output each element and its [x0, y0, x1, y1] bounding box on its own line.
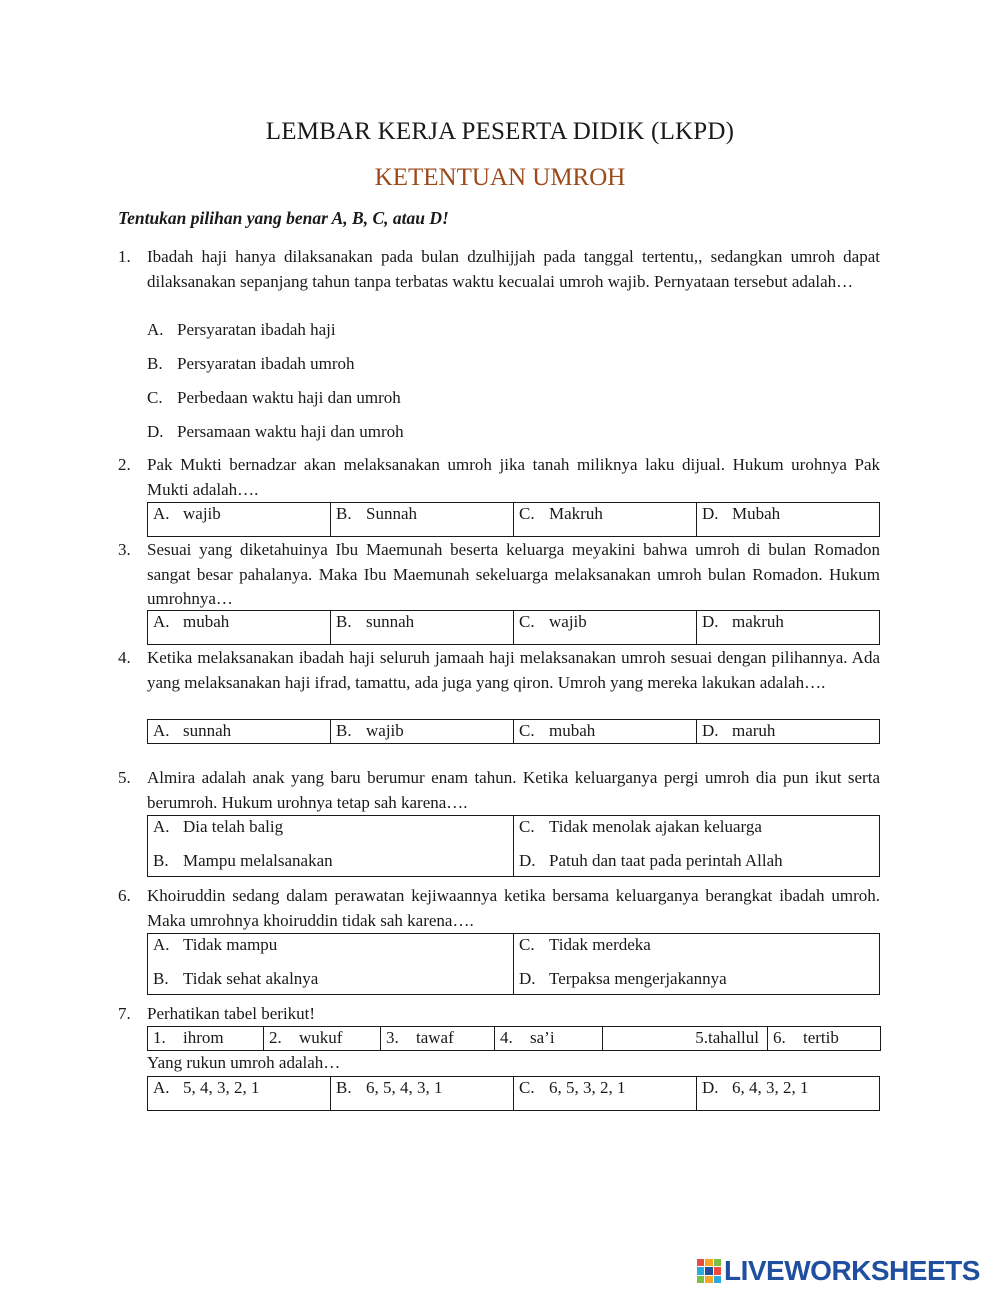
question-3-text: Sesuai yang diketahuinya Ibu Maemunah beserta keluarga meyakini bahwa umroh di bulan Romadon sangat besar pahalanya. Maka Ibu Maemunah sekeluarga melaksanakan umroh bulan Romadon. Hukum umrohnya… [147, 540, 880, 608]
question-4-option-d[interactable]: D. maruh [697, 720, 880, 744]
question-7-reference-table [147, 1026, 881, 1051]
question-6-text: Khoiruddin sedang dalam perawatan kejiwaannya ketika bersama keluarganya berangkat ibadah umroh. Maka umrohnya khoiruddin tidak sah karena…. [147, 886, 880, 930]
page-title: LEMBAR KERJA PESERTA DIDIK (LKPD) [265, 118, 735, 145]
page-subtitle: KETENTUAN UMROH [374, 164, 626, 191]
question-2-text: Pak Mukti bernadzar akan melaksanakan umroh jika tanah miliknya laku dijual. Hukum urohnya Pak Mukti adalah…. [147, 455, 880, 499]
rukun-item-6: 6. tertib [768, 1027, 881, 1051]
question-3-option-a[interactable]: A. mubah [148, 611, 331, 645]
question-2-option-d[interactable]: D. Mubah [697, 503, 880, 537]
question-5-text: Almira adalah anak yang baru berumur enam tahun. Ketika keluarganya pergi umroh dia pun ikut serta berumroh. Hukum urohnya tetap sah karena…. [147, 768, 880, 812]
question-7-answer-table [147, 1076, 880, 1111]
question-5-option-d[interactable]: D. Patuh dan taat pada perintah Allah [514, 844, 880, 877]
question-7-follow-up: Yang rukun umroh adalah… [147, 1053, 341, 1072]
question-7-option-c[interactable]: C. 6, 5, 3, 2, 1 [514, 1077, 697, 1111]
rukun-item-1: 1. ihrom [148, 1027, 264, 1051]
rukun-item-3: 3. tawaf [381, 1027, 495, 1051]
question-4-option-b[interactable]: B. wajib [331, 720, 514, 744]
question-7-option-d[interactable]: D. 6, 4, 3, 2, 1 [697, 1077, 880, 1111]
rukun-item-2: 2. wukuf [264, 1027, 381, 1051]
question-6-answer-table [147, 933, 880, 995]
liveworksheets-logo-text: LIVEWORKSHEETS [724, 1255, 980, 1286]
question-2-answer-table [147, 502, 880, 537]
question-3-number: 3. [118, 540, 131, 559]
question-3-option-d[interactable]: D. makruh [697, 611, 880, 645]
question-1-number: 1. [118, 247, 131, 266]
question-4-text: Ketika melaksanakan ibadah haji seluruh jamaah haji melaksanakan umroh sesuai dengan pilihannya. Ada yang melaksanakan haji ifrad, tamattu, ada juga yang qiron. Umroh yang mereka lakukan adalah…. [147, 648, 880, 692]
question-6-option-a[interactable]: A. Tidak mampu [148, 934, 514, 963]
question-3-option-b[interactable]: B. sunnah [331, 611, 514, 645]
question-6-option-b[interactable]: B. Tidak sehat akalnya [148, 962, 514, 995]
question-3-answer-table [147, 610, 880, 645]
question-5-option-b[interactable]: B. Mampu melalsanakan [148, 844, 514, 877]
question-6-number: 6. [118, 886, 131, 905]
question-5-option-a[interactable]: A. Dia telah balig [148, 816, 514, 845]
question-4-option-a[interactable]: A. sunnah [148, 720, 331, 744]
question-7-option-a[interactable]: A. 5, 4, 3, 2, 1 [148, 1077, 331, 1111]
question-1-option-b[interactable]: B. Persyaratan ibadah umroh [147, 354, 355, 373]
question-4-number: 4. [118, 648, 131, 667]
question-5-option-c[interactable]: C. Tidak menolak ajakan keluarga [514, 816, 880, 845]
liveworksheets-logo [697, 1255, 980, 1287]
question-1-option-d[interactable]: D. Persamaan waktu haji dan umroh [147, 422, 404, 441]
question-7-number: 7. [118, 1004, 131, 1023]
question-3-option-c[interactable]: C. wajib [514, 611, 697, 645]
question-2-option-a[interactable]: A. wajib [148, 503, 331, 537]
rukun-item-4: 4. sa’i [495, 1027, 603, 1051]
question-4-option-c[interactable]: C. mubah [514, 720, 697, 744]
question-5-number: 5. [118, 768, 131, 787]
question-1-option-c[interactable]: C. Perbedaan waktu haji dan umroh [147, 388, 401, 407]
question-1-option-a[interactable]: A. Persyaratan ibadah haji [147, 320, 336, 339]
question-6-option-d[interactable]: D. Terpaksa mengerjakannya [514, 962, 880, 995]
question-1-text: Ibadah haji hanya dilaksanakan pada bulan dzulhijjah pada tanggal tertentu,, sedangkan umroh dapat dilaksanakan sepanjang tahun tanpa terbatas waktu kecualai umroh wajib. Pernyataan tersebut adalah… [147, 247, 880, 291]
question-4-answer-table [147, 719, 880, 744]
question-2-number: 2. [118, 455, 131, 474]
question-2-option-b[interactable]: B. Sunnah [331, 503, 514, 537]
question-7-option-b[interactable]: B. 6, 5, 4, 3, 1 [331, 1077, 514, 1111]
liveworksheets-logo-icon [697, 1259, 721, 1283]
question-5-answer-table [147, 815, 880, 877]
instruction-text: Tentukan pilihan yang benar A, B, C, atau D! [118, 208, 449, 228]
question-6-option-c[interactable]: C. Tidak merdeka [514, 934, 880, 963]
question-2-option-c[interactable]: C. Makruh [514, 503, 697, 537]
rukun-item-5: 5.tahallul [603, 1027, 768, 1051]
question-7-text: Perhatikan tabel berikut! [147, 1004, 316, 1023]
